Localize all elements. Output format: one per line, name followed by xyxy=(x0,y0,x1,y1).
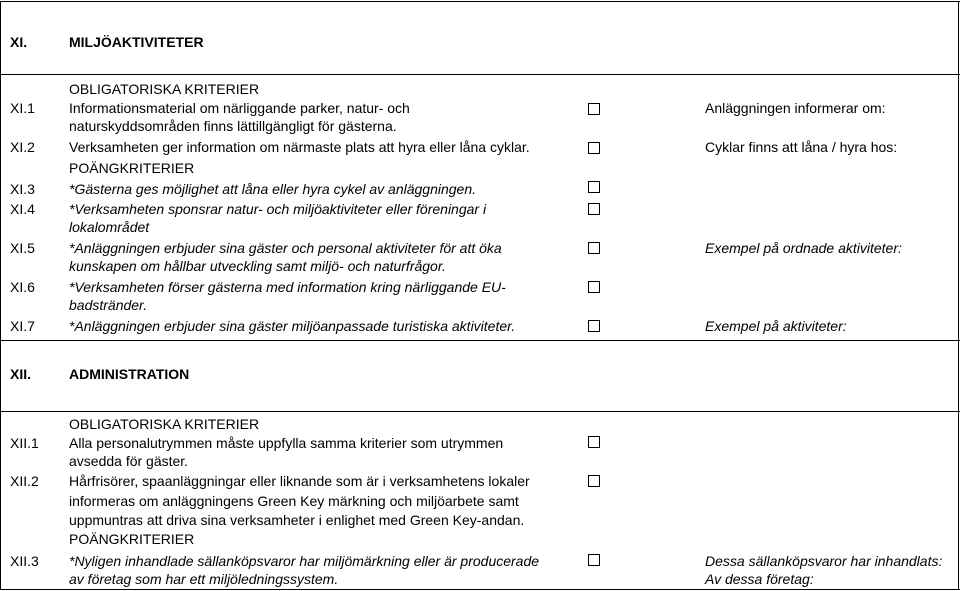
criterion-number: XI.6 xyxy=(10,279,35,295)
criterion-note: Av dessa företag: xyxy=(705,571,814,587)
section-title: ADMINISTRATION xyxy=(69,366,190,382)
table-border-right xyxy=(958,1,959,590)
row-divider xyxy=(0,411,960,412)
criterion-number: XI.5 xyxy=(10,240,35,256)
criterion-number: XI.2 xyxy=(10,139,35,155)
row-divider xyxy=(0,74,960,75)
row-divider xyxy=(0,340,960,341)
table-border-bottom xyxy=(0,589,960,590)
table-border-top xyxy=(0,1,960,2)
criterion-text: av företag som har ett miljöledningssystem. xyxy=(69,571,339,587)
criterion-text: Verksamheten ger information om närmaste plats att hyra eller låna cyklar. xyxy=(69,139,530,155)
criterion-number: XI.4 xyxy=(10,201,35,217)
checkbox[interactable] xyxy=(588,142,600,154)
criterion-number: XII.1 xyxy=(10,435,39,451)
section-title: MILJÖAKTIVITETER xyxy=(69,34,204,50)
checkbox[interactable] xyxy=(588,475,600,487)
checkbox[interactable] xyxy=(588,436,600,448)
criterion-text: *Anläggningen erbjuder sina gäster miljöanpassade turistiska aktiviteter. xyxy=(69,318,516,334)
criterion-note: Exempel på aktiviteter: xyxy=(705,318,847,334)
checkbox[interactable] xyxy=(588,103,600,115)
table-border-left xyxy=(0,1,1,590)
criterion-text: badstränder. xyxy=(69,297,148,313)
checkbox[interactable] xyxy=(588,203,600,215)
checkbox[interactable] xyxy=(588,320,600,332)
criterion-text: naturskyddsområden finns lättillgängligt för gästerna. xyxy=(69,118,397,134)
criterion-number: XI.3 xyxy=(10,181,35,197)
criterion-text: kunskapen om hållbar utveckling samt miljö- och naturfrågor. xyxy=(69,258,446,274)
mandatory-heading: OBLIGATORISKA KRITERIER xyxy=(69,81,260,97)
criterion-number: XI.7 xyxy=(10,318,35,334)
criterion-text: Informationsmaterial om närliggande parker, natur- och xyxy=(69,100,410,116)
checkbox[interactable] xyxy=(588,554,600,566)
criterion-text: *Anläggningen erbjuder sina gäster och personal aktiviteter för att öka xyxy=(69,240,502,256)
mandatory-heading: OBLIGATORISKA KRITERIER xyxy=(69,416,260,432)
criterion-text: *Nyligen inhandlade sällanköpsvaror har miljömärkning eller är producerade xyxy=(69,553,540,569)
criterion-note: Exempel på ordnade aktiviteter: xyxy=(705,240,902,256)
criterion-text: *Gästerna ges möjlighet att låna eller hyra cykel av anläggningen. xyxy=(69,181,477,197)
section-number: XI. xyxy=(10,34,28,50)
criterion-text: uppmuntras att driva sina verksamheter i enlighet med Green Key-andan. xyxy=(69,512,525,528)
criterion-text: *Verksamheten förser gästerna med information kring närliggande EU- xyxy=(69,279,506,295)
checkbox[interactable] xyxy=(588,281,600,293)
criterion-note: Cyklar finns att låna / hyra hos: xyxy=(705,139,898,155)
criterion-text: Hårfrisörer, spaanläggningar eller liknande som är i verksamhetens lokaler xyxy=(69,473,530,489)
criterion-note: Dessa sällanköpsvaror har inhandlats: xyxy=(705,553,943,569)
criterion-text: avsedda för gäster. xyxy=(69,453,189,469)
criterion-text: informeras om anläggningens Green Key märkning och miljöarbete samt xyxy=(69,493,519,509)
points-heading: POÄNGKRITERIER xyxy=(69,531,195,547)
criterion-number: XI.1 xyxy=(10,100,35,116)
points-heading: POÄNGKRITERIER xyxy=(69,160,195,176)
criterion-number: XII.2 xyxy=(10,473,39,489)
checkbox[interactable] xyxy=(588,181,600,193)
section-number: XII. xyxy=(10,366,32,382)
criterion-text: lokalområdet xyxy=(69,219,150,235)
criterion-text: Alla personalutrymmen måste uppfylla samma kriterier som utrymmen xyxy=(69,435,504,451)
criterion-note: Anläggningen informerar om: xyxy=(705,100,886,116)
checkbox[interactable] xyxy=(588,242,600,254)
criterion-number: XII.3 xyxy=(10,553,39,569)
criterion-text: *Verksamheten sponsrar natur- och miljöaktiviteter eller föreningar i xyxy=(69,201,487,217)
